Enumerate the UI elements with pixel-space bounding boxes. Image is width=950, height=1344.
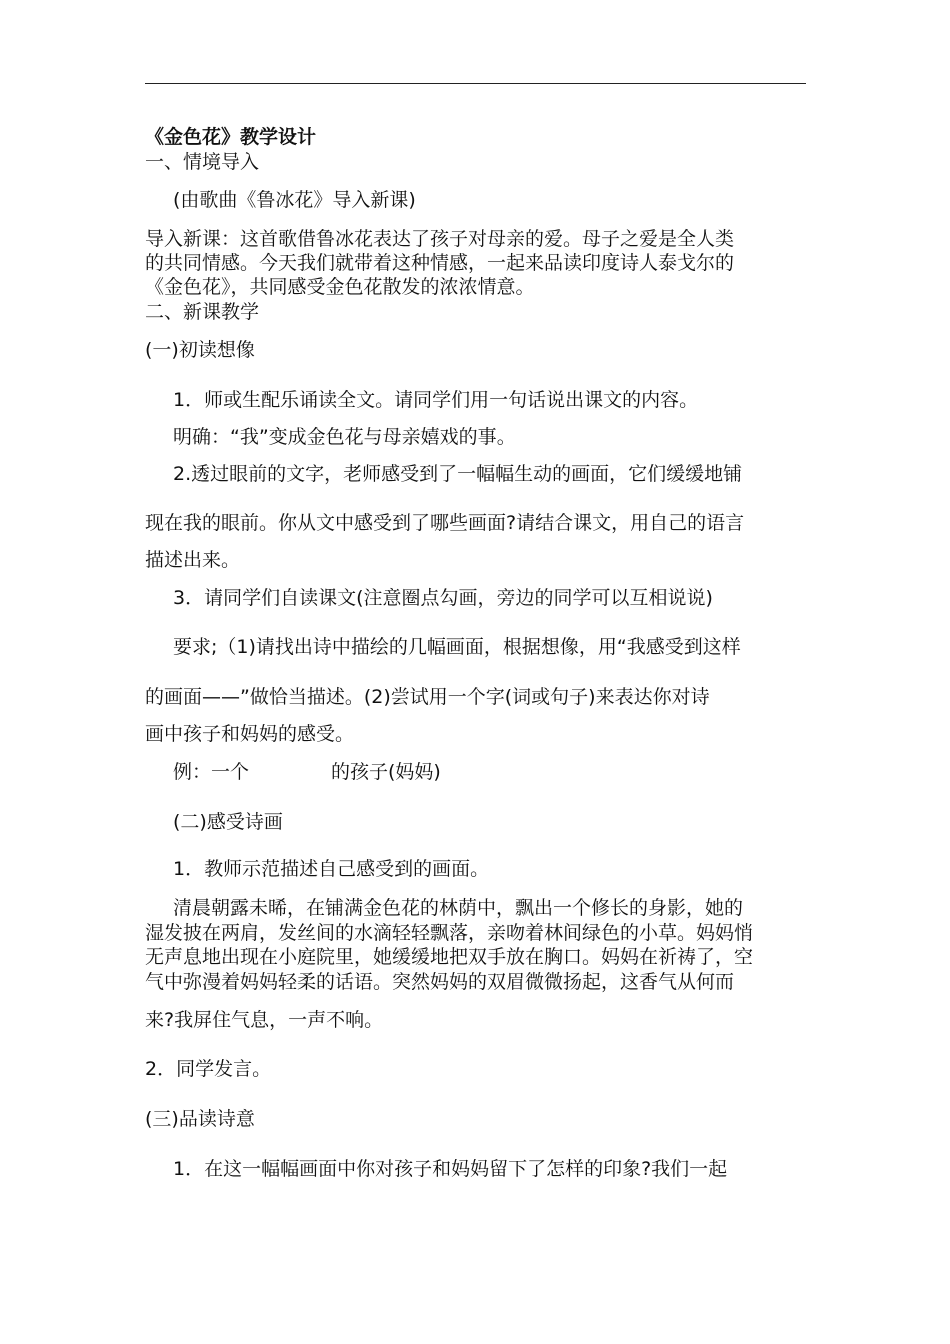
example-line bbox=[173, 760, 441, 784]
item-3: 3．请同学们自读课文(注意圈点勾画，旁边的同学可以互相说说) bbox=[173, 587, 713, 609]
passage-line-4: 气中弥漫着妈妈轻柔的话语。突然妈妈的双眉微微扬起，这香气从何而 bbox=[145, 971, 735, 993]
subsection-2-item-2: 2．同学发言。 bbox=[145, 1058, 272, 1080]
requirement-line-2: 的画面——”做恰当描述。(2)尝试用一个字(词或句子)来表达你对诗 bbox=[145, 686, 710, 708]
item-2-line-1: 2.透过眼前的文字，老师感受到了一幅幅生动的画面，它们缓缓地铺 bbox=[173, 463, 743, 485]
example-prefix: 例：一个 bbox=[173, 761, 250, 783]
subsection-3-item-1: 1．在这一幅幅画面中你对孩子和妈妈留下了怎样的印象?我们一起 bbox=[173, 1158, 728, 1180]
passage-line-5: 来?我屏住气息，一声不响。 bbox=[145, 1009, 384, 1031]
subsection-3-heading: (三)品读诗意 bbox=[145, 1108, 255, 1130]
intro-song: (由歌曲《鲁冰花》导入新课) bbox=[173, 189, 416, 211]
passage-line-3: 无声息地出现在小庭院里，她缓缓地把双手放在胸口。妈妈在祈祷了，空 bbox=[145, 946, 754, 968]
requirement-line-1: 要求;（1)请找出诗中描绘的几幅画面，根据想像，用“我感受到这样 bbox=[173, 636, 741, 658]
header-rule bbox=[145, 83, 806, 84]
subsection-2-item-1: 1．教师示范描述自己感受到的画面。 bbox=[173, 858, 490, 880]
item-1-clarify: 明确：“我”变成金色花与母亲嬉戏的事。 bbox=[173, 426, 516, 448]
subsection-1-heading: (一)初读想像 bbox=[145, 339, 255, 361]
intro-line-2: 的共同情感。今天我们就带着这种情感，一起来品读印度诗人泰戈尔的 bbox=[145, 252, 735, 274]
item-2-line-3: 描述出来。 bbox=[145, 549, 241, 571]
requirement-line-3: 画中孩子和妈妈的感受。 bbox=[145, 723, 355, 745]
intro-line-1: 导入新课：这首歌借鲁冰花表达了孩子对母亲的爱。母子之爱是全人类 bbox=[145, 228, 735, 250]
section-2-heading: 二、新课教学 bbox=[145, 301, 260, 323]
section-1-heading: 一、情境导入 bbox=[145, 151, 260, 173]
passage-line-1: 清晨朝露未晞，在铺满金色花的林荫中，飘出一个修长的身影，她的 bbox=[173, 897, 744, 919]
intro-line-3: 《金色花》，共同感受金色花散发的浓浓情意。 bbox=[145, 276, 535, 298]
item-2-line-2: 现在我的眼前。你从文中感受到了哪些画面?请结合课文，用自己的语言 bbox=[145, 512, 745, 534]
example-suffix: 的孩子(妈妈) bbox=[331, 761, 441, 783]
passage-line-2: 湿发披在两肩，发丝间的水滴轻轻飘落，亲吻着林间绿色的小草。妈妈悄 bbox=[145, 922, 754, 944]
doc-title: 《金色花》教学设计 bbox=[145, 126, 317, 148]
subsection-2-heading: (二)感受诗画 bbox=[173, 811, 283, 833]
item-1: 1．师或生配乐诵读全文。请同学们用一句话说出课文的内容。 bbox=[173, 389, 699, 411]
